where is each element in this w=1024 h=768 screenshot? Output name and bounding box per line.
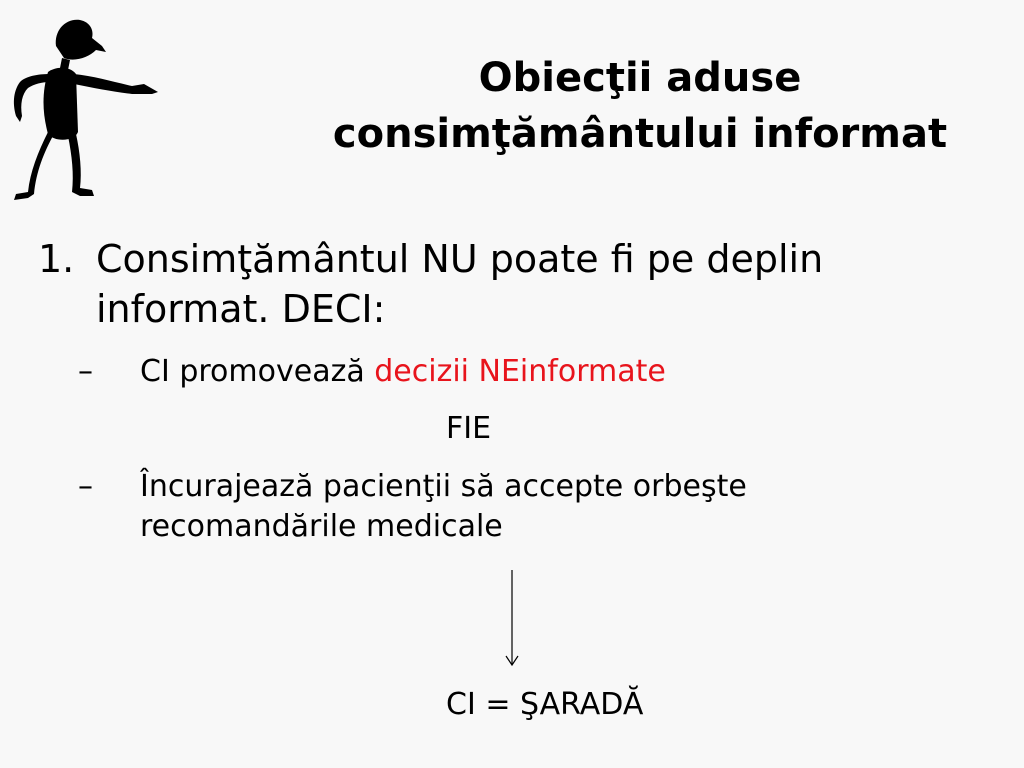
sub-item-dash: – xyxy=(78,354,93,389)
title-line-2: consimţământului informat xyxy=(332,111,948,157)
sub-item-text xyxy=(140,352,940,392)
sub-item-text-plain: CI promovează xyxy=(140,354,375,389)
result-text: CI = ŞARADĂ xyxy=(446,687,644,722)
list-item-number: 1. xyxy=(38,237,75,281)
sub-item-text: Încurajează pacienţii să accepte orbeşte recomandările medicale xyxy=(140,469,747,544)
sub-item-dash: – xyxy=(78,469,93,504)
title-line-1: Obiecţii aduse xyxy=(478,55,802,101)
connector-text: FIE xyxy=(446,411,492,446)
list-item-text: Consimţământul NU poate fi pe deplin informat. DECI: xyxy=(96,237,824,331)
pointing-stick-figure-icon xyxy=(4,12,164,208)
highlighted-text: decizii NEinformate xyxy=(374,354,666,389)
page-title xyxy=(270,50,1010,162)
arrow-down-icon xyxy=(504,570,520,670)
